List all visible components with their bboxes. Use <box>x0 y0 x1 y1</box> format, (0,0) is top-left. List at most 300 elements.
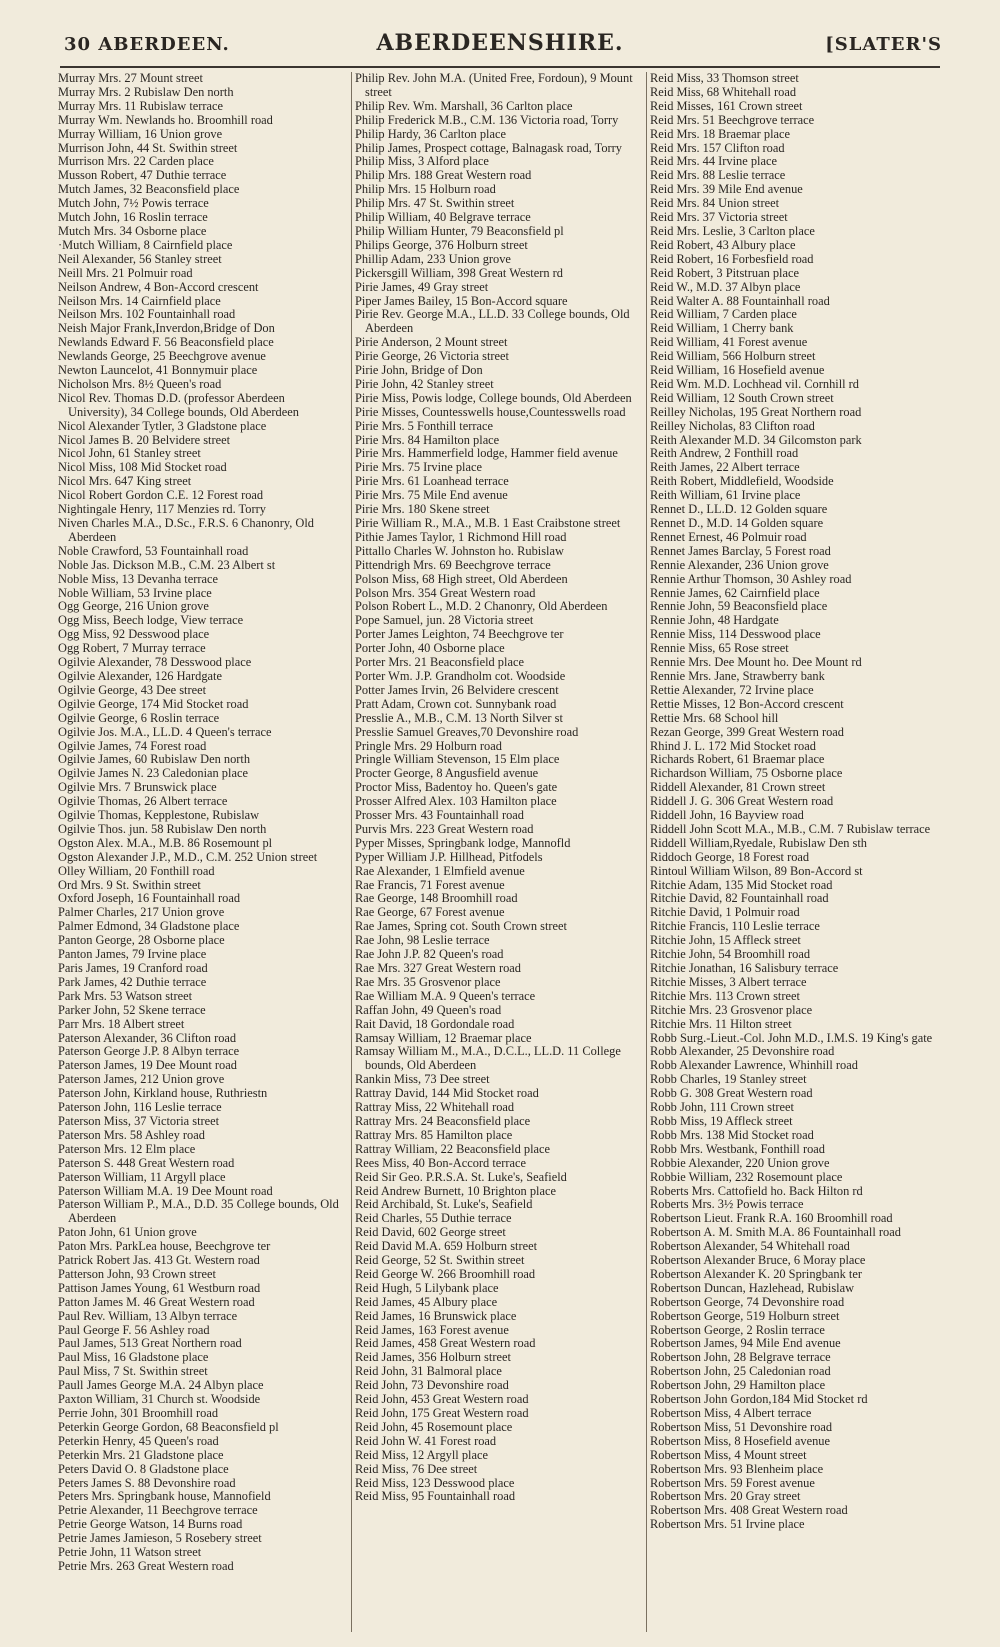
directory-entry: Reid Miss, 33 Thomson street <box>650 72 799 85</box>
directory-entry: Pope Samuel, jun. 28 Victoria street <box>355 613 534 628</box>
column-1 <box>58 72 346 1632</box>
directory-entry: Nicol Rev. Thomas D.D. (professor Aberdeen University), 34 College bounds, Old Aberdeen <box>58 390 299 419</box>
directory-entry: Newlands Edward F. 56 Beaconsfield place <box>58 335 274 350</box>
directory-entry: Paul Miss, 7 St. Swithin street <box>58 1364 208 1379</box>
directory-entry: Ritchie John, 54 Broomhill road <box>650 947 811 962</box>
directory-entry: Philip Rev. Wm. Marshall, 36 Carlton place <box>355 98 573 113</box>
directory-entry: Paterson James, 212 Union grove <box>58 1072 225 1087</box>
directory-entry: Robertson Miss, 4 Mount street <box>650 1447 807 1462</box>
directory-entry: Reid David M.A. 659 Holburn street <box>355 1239 538 1254</box>
directory-entry: Polson Mrs. 354 Great Western road <box>355 585 536 600</box>
directory-entry: Rankin Miss, 73 Dee street <box>355 1072 490 1087</box>
directory-entry: Ogilvie Alexander, 78 Desswood place <box>58 655 252 670</box>
directory-entry: Paterson S. 448 Great Western road <box>58 1155 235 1170</box>
directory-entry: Rennie Mrs. Jane, Strawberry bank <box>650 668 825 683</box>
directory-entry: Reid George, 52 St. Swithin street <box>355 1253 525 1268</box>
directory-entry: Reid James, 458 Great Western road <box>355 1336 536 1351</box>
directory-entry: Reid Wm. M.D. Lochhead vil. Cornhill rd <box>650 376 860 391</box>
directory-entry: Rattray Mrs. 24 Beaconsfield place <box>355 1113 531 1128</box>
directory-entry: Peters David O. 8 Gladstone place <box>58 1461 229 1476</box>
directory-entry: Rae Mrs. 327 Great Western road <box>355 961 521 975</box>
directory-entry: Rennet Ernest, 46 Polmuir road <box>650 529 807 544</box>
directory-entry: Robertson George, 2 Roslin terrace <box>650 1322 825 1337</box>
directory-entry: Reid James, 163 Forest avenue <box>355 1322 509 1337</box>
directory-entry: Pirie John, 42 Stanley street <box>355 376 494 391</box>
directory-entry: Polson Robert L., M.D. 2 Chanonry, Old Aberdeen <box>355 599 608 614</box>
directory-entry: Robb Alexander, 25 Devonshire road <box>650 1044 835 1059</box>
directory-entry: Riddell Alexander, 81 Crown street <box>650 780 826 795</box>
directory-entry: Pirie Rev. George M.A., LL.D. 33 College bounds, Old Aberdeen <box>355 307 630 336</box>
directory-entry: Porter James Leighton, 74 Beechgrove ter <box>355 627 564 642</box>
directory-entry: Murray Wm. Newlands ho. Broomhill road <box>58 112 273 127</box>
directory-entry: Rennet D., M.D. 14 Golden square <box>650 516 824 530</box>
directory-entry: Rattray Miss, 22 Whitehall road <box>355 1100 515 1115</box>
directory-entry: Mutch John, 16 Roslin terrace <box>58 210 208 225</box>
directory-entry: Robertson George, 519 Holburn street <box>650 1308 840 1323</box>
directory-entry: Robertson John, 25 Caledonian road <box>650 1364 831 1379</box>
directory-entry: Philip William Hunter, 79 Beaconsfield pl <box>355 223 564 238</box>
directory-entry: Riddell John Scott M.A., M.B., C.M. 7 Rubislaw terrace <box>650 821 931 836</box>
directory-entry: Richardson William, 75 Osborne place <box>650 766 843 781</box>
directory-entry: Pirie Mrs. Hammerfield lodge, Hammer field avenue <box>355 446 618 461</box>
directory-entry: Robertson A. M. Smith M.A. 86 Fountainhall road <box>650 1225 901 1240</box>
directory-entry: Philip Hardy, 36 Carlton place <box>355 126 506 141</box>
directory-entry: Porter Mrs. 21 Beaconsfield place <box>355 655 524 670</box>
directory-entry: Peters James S. 88 Devonshire road <box>58 1475 236 1490</box>
directory-entry: Rees Miss, 40 Bon-Accord terrace <box>355 1155 527 1170</box>
directory-entry: Reid John, 175 Great Western road <box>355 1406 529 1420</box>
directory-entry: Oxford Joseph, 16 Fountainhall road <box>58 891 241 906</box>
directory-entry: Parker John, 52 Skene terrace <box>58 1002 206 1017</box>
directory-entry: Nicol John, 61 Stanley street <box>58 446 201 461</box>
directory-entry: Mutch John, 7½ Powis terrace <box>58 196 209 211</box>
directory-entry: Reid Robert, 43 Albury place <box>650 237 796 252</box>
directory-entry: Robertson Mrs. 20 Gray street <box>650 1489 801 1504</box>
directory-entry: Park James, 42 Duthie terrace <box>58 974 207 989</box>
directory-entry: Patrick Robert Jas. 413 Gt. Western road <box>58 1253 260 1268</box>
directory-entry: Musson Robert, 47 Duthie terrace <box>58 168 227 183</box>
directory-entry: Paterson William P., M.A., D.D. 35 College bounds, Old Aberdeen <box>58 1197 339 1226</box>
directory-entry: Robertson Alexander, 54 Whitehall road <box>650 1239 850 1254</box>
directory-entry: Murrison John, 44 St. Swithin street <box>58 140 238 155</box>
directory-entry: Neil Alexander, 56 Stanley street <box>58 251 222 266</box>
directory-entry: Noble Crawford, 53 Fountainhall road <box>58 543 249 558</box>
directory-entry: Robbie Alexander, 220 Union grove <box>650 1155 830 1170</box>
directory-entry: Robb Alexander Lawrence, Whinhill road <box>650 1058 858 1073</box>
directory-entry: Reid Miss, 68 Whitehall road <box>650 84 797 99</box>
directory-entry: Robertson Duncan, Hazlehead, Rubislaw <box>650 1280 855 1295</box>
directory-entry: Reid Charles, 55 Duthie terrace <box>355 1211 512 1226</box>
directory-entry: Rettie Alexander, 72 Irvine place <box>650 682 814 697</box>
directory-entry: Reid Miss, 76 Dee street <box>355 1461 478 1476</box>
directory-entry: Paterson John, Kirkland house, Ruthriestn <box>58 1086 268 1101</box>
directory-entry: Philip William, 40 Belgrave terrace <box>355 210 531 225</box>
directory-entry: Pickersgill William, 398 Great Western rd <box>355 265 563 280</box>
directory-entry: Robertson Miss, 4 Albert terrace <box>650 1406 812 1420</box>
page-number-locality: 30 ABERDEEN. <box>64 34 230 55</box>
directory-entry: Reid W., M.D. 37 Albyn place <box>650 279 801 294</box>
directory-entry: Reid John, 73 Devonshire road <box>355 1378 509 1393</box>
directory-entry: Reid James, 16 Brunswick place <box>355 1308 517 1323</box>
directory-entry: Reid John, 45 Rosemount place <box>355 1419 513 1434</box>
directory-entry: Ogilvie George, 174 Mid Stocket road <box>58 696 249 711</box>
directory-entry: Nicol Alexander Tytler, 3 Gladstone place <box>58 418 267 433</box>
page-header <box>0 28 1000 68</box>
directory-entry: Ogilvie Thomas, Kepplestone, Rubislaw <box>58 808 260 823</box>
directory-entry: Reid Andrew Burnett, 10 Brighton place <box>355 1183 556 1198</box>
directory-entry: Philip Miss, 3 Alford place <box>355 154 489 169</box>
directory-entry: Robbie William, 232 Rosemount place <box>650 1169 843 1184</box>
directory-entry: Ritchie Jonathan, 16 Salisbury terrace <box>650 961 839 975</box>
directory-entry: Murray Mrs. 11 Rubislaw terrace <box>58 98 224 113</box>
directory-entry: Robertson John, 28 Belgrave terrace <box>650 1350 831 1365</box>
directory-entry: Petrie Alexander, 11 Beechgrove terrace <box>58 1503 258 1518</box>
directory-entry: Reid Miss, 12 Argyll place <box>355 1447 488 1462</box>
directory-entry: Murray William, 16 Union grove <box>58 126 223 141</box>
directory-entry: Porter John, 40 Osborne place <box>355 641 505 656</box>
directory-entry: Ogilvie Alexander, 126 Hardgate <box>58 668 222 683</box>
directory-entry: Prosser Alfred Alex. 103 Hamilton place <box>355 794 557 809</box>
directory-entry: Presslie Samuel Greaves,70 Devonshire road <box>355 724 579 739</box>
directory-entry: Nicol James B. 20 Belvidere street <box>58 432 231 447</box>
directory-entry: Riddoch George, 18 Forest road <box>650 849 810 864</box>
directory-entry: Nicol Mrs. 647 King street <box>58 474 192 489</box>
directory-entry: Ogilvie Mrs. 7 Brunswick place <box>58 780 217 795</box>
directory-entry: Reid Mrs. 88 Leslie terrace <box>650 168 786 183</box>
directory-entry: Rait David, 18 Gordondale road <box>355 1016 515 1031</box>
column-3 <box>646 72 944 1632</box>
directory-entry: Polson Miss, 68 High street, Old Aberdeen <box>355 571 568 586</box>
directory-entry: Ritchie Mrs. 113 Crown street <box>650 988 800 1003</box>
directory-entry: Reid David, 602 George street <box>355 1225 506 1240</box>
directory-entry: Ogilvie Jos. M.A., LL.D. 4 Queen's terrace <box>58 724 272 739</box>
directory-entry: Reid Mrs. Leslie, 3 Carlton place <box>650 223 815 238</box>
directory-entry: Pratt Adam, Crown cot. Sunnybank road <box>355 696 557 711</box>
directory-entry: Ogilvie George, 6 Roslin terrace <box>58 710 220 725</box>
directory-entry: Robertson Mrs. 59 Forest avenue <box>650 1475 815 1490</box>
directory-entry: Robertson John Gordon,184 Mid Stocket rd <box>650 1392 868 1407</box>
directory-entry: Rae John, 98 Leslie terrace <box>355 933 490 948</box>
directory-entry: Nicholson Mrs. 8½ Queen's road <box>58 376 222 391</box>
directory-entry: Pringle William Stevenson, 15 Elm place <box>355 752 560 767</box>
directory-entry: Newlands George, 25 Beechgrove avenue <box>58 349 266 364</box>
directory-entry: Porter Wm. J.P. Grandholm cot. Woodside <box>355 668 566 683</box>
directory-entry: Park Mrs. 53 Watson street <box>58 988 193 1003</box>
directory-entry: Perrie John, 301 Broomhill road <box>58 1406 219 1420</box>
directory-entry: Paterson William, 11 Argyll place <box>58 1169 226 1184</box>
directory-entry: Reid Mrs. 84 Union street <box>650 196 780 211</box>
directory-entry: Pittallo Charles W. Johnston ho. Rubislaw <box>355 543 564 558</box>
publisher-mark: [SLATER'S <box>825 34 942 55</box>
directory-entry: Reith Andrew, 2 Fonthill road <box>650 446 799 461</box>
directory-entry: Reid Walter A. 88 Fountainhall road <box>650 293 830 308</box>
directory-entry: Reid Mrs. 39 Mile End avenue <box>650 182 803 197</box>
directory-entry: Philip Mrs. 47 St. Swithin street <box>355 196 515 211</box>
directory-entry: Reilley Nicholas, 195 Great Northern road <box>650 404 862 419</box>
directory-entry: Rennie Arthur Thomson, 30 Ashley road <box>650 571 852 586</box>
directory-entry: Rae John J.P. 82 Queen's road <box>355 947 504 962</box>
directory-entry: Pirie Mrs. 84 Hamilton place <box>355 432 500 447</box>
directory-entry: Robb Charles, 19 Stanley street <box>650 1072 807 1087</box>
directory-entry: Nicol Robert Gordon C.E. 12 Forest road <box>58 488 264 503</box>
directory-entry: Reid James, 356 Holburn street <box>355 1350 511 1365</box>
directory-entry: Ogston Alex. M.A., M.B. 86 Rosemount pl <box>58 835 273 850</box>
directory-entry: Ogg George, 216 Union grove <box>58 599 209 614</box>
directory-entry: Pirie Mrs. 180 Skene street <box>355 502 490 517</box>
directory-entry: Riddell William,Ryedale, Rubislaw Den sth <box>650 835 867 850</box>
directory-entry: Paterson John, 116 Leslie terrace <box>58 1100 222 1115</box>
directory-entry: Ogg Miss, Beech lodge, View terrace <box>58 613 244 628</box>
directory-entry: Ogg Miss, 92 Desswood place <box>58 627 210 642</box>
directory-entry: Reith William, 61 Irvine place <box>650 488 801 503</box>
directory-entry: Raffan John, 49 Queen's road <box>355 1002 502 1017</box>
directory-entry: Rettie Mrs. 68 School hill <box>650 710 779 725</box>
directory-entry: Mutch Mrs. 34 Osborne place <box>58 223 207 238</box>
directory-entry: Prosser Mrs. 43 Fountainhall road <box>355 808 524 823</box>
directory-entry: Paterson Alexander, 36 Clifton road <box>58 1030 237 1045</box>
directory-entry: Ritchie Mrs. 11 Hilton street <box>650 1016 792 1031</box>
directory-entry: Petrie John, 11 Watson street <box>58 1545 202 1560</box>
directory-entry: Robb Miss, 19 Affleck street <box>650 1113 793 1128</box>
directory-entry: Procter George, 8 Angusfield avenue <box>355 766 539 781</box>
directory-entry: Rae Mrs. 35 Grosvenor place <box>355 974 501 989</box>
directory-entry: Parr Mrs. 18 Albert street <box>58 1016 185 1031</box>
directory-entry: Paton Mrs. ParkLea house, Beechgrove ter <box>58 1239 271 1254</box>
directory-entry: Reid Mrs. 18 Braemar place <box>650 126 791 141</box>
directory-entry: Robb John, 111 Crown street <box>650 1100 794 1115</box>
directory-entry: Paterson Miss, 37 Victoria street <box>58 1113 220 1128</box>
directory-entry: Reid James, 45 Albury place <box>355 1294 498 1309</box>
directory-entry: Paterson James, 19 Dee Mount road <box>58 1058 237 1073</box>
directory-entry: Pyper William J.P. Hillhead, Pitfodels <box>355 849 543 864</box>
directory-entry: Peterkin Mrs. 21 Gladstone place <box>58 1447 224 1462</box>
directory-entry: Reid William, 12 South Crown street <box>650 390 834 405</box>
directory-entry: Paul Rev. William, 13 Albyn terrace <box>58 1308 238 1323</box>
directory-entry: Robertson Miss, 8 Hosefield avenue <box>650 1433 830 1448</box>
directory-entry: Robb Surg.-Lieut.-Col. John M.D., I.M.S. 19 King's gate <box>650 1030 933 1045</box>
directory-entry: Reid Miss, 95 Fountainhall road <box>355 1489 516 1504</box>
directory-entry: Pirie George, 26 Victoria street <box>355 349 509 364</box>
directory-entry: Rae Alexander, 1 Elmfield avenue <box>355 863 525 878</box>
directory-entry: Petrie George Watson, 14 Burns road <box>58 1517 243 1532</box>
directory-entry: Presslie A., M.B., C.M. 13 North Silver st <box>355 710 563 725</box>
directory-entry: Ogilvie Thomas, 26 Albert terrace <box>58 794 228 809</box>
directory-entry: Rettie Misses, 12 Bon-Accord crescent <box>650 696 844 711</box>
directory-entry: Paxton William, 31 Church st. Woodside <box>58 1392 261 1407</box>
directory-entry: Pyper Misses, Springbank lodge, Mannofld <box>355 835 571 850</box>
directory-entry: Paul Miss, 16 Gladstone place <box>58 1350 209 1365</box>
directory-entry: Paterson Mrs. 12 Elm place <box>58 1141 196 1156</box>
directory-entry: Reid John W. 41 Forest road <box>355 1433 497 1448</box>
directory-entry: Pittendrigh Mrs. 69 Beechgrove terrace <box>355 557 551 572</box>
directory-entry: Reid Misses, 161 Crown street <box>650 98 803 113</box>
directory-entry: Roberts Mrs. Cattofield ho. Back Hilton rd <box>650 1183 863 1198</box>
directory-entry: Ord Mrs. 9 St. Swithin street <box>58 877 201 892</box>
directory-entry: Riddell J. G. 306 Great Western road <box>650 794 834 809</box>
directory-entry: Ramsay William M., M.A., D.C.L., LL.D. 11 College bounds, Old Aberdeen <box>355 1044 621 1073</box>
directory-entry: Rennie John, 48 Hardgate <box>650 613 779 628</box>
directory-entry: Peterkin Henry, 45 Queen's road <box>58 1433 219 1448</box>
header-rule <box>60 66 940 68</box>
directory-entry: Philip James, Prospect cottage, Balnagask road, Torry <box>355 140 622 155</box>
directory-entry: Pirie Mrs. 61 Loanhead terrace <box>355 474 509 489</box>
directory-entry: Paton John, 61 Union grove <box>58 1225 197 1240</box>
directory-entry: Ritchie Adam, 135 Mid Stocket road <box>650 877 833 892</box>
directory-entry: Rae James, Spring cot. South Crown street <box>355 919 567 934</box>
directory-entry: Philip Mrs. 15 Holburn road <box>355 182 496 197</box>
directory-entry: Rennie Miss, 65 Rose street <box>650 641 789 656</box>
directory-entry: Reid Mrs. 44 Irvine place <box>650 154 777 169</box>
directory-entry: Rattray William, 22 Beaconsfield place <box>355 1141 551 1156</box>
directory-entry: Ogg Robert, 7 Murray terrace <box>58 641 206 656</box>
directory-entry: Murray Mrs. 27 Mount street <box>58 72 203 85</box>
directory-entry: Reid George W. 266 Broomhill road <box>355 1266 536 1281</box>
directory-entry: Philip Frederick M.B., C.M. 136 Victoria road, Torry <box>355 112 619 127</box>
directory-entry: Neill Mrs. 21 Polmuir road <box>58 265 193 280</box>
directory-entry: Robertson Mrs. 408 Great Western road <box>650 1503 848 1518</box>
directory-entry: Pattison James Young, 61 Westburn road <box>58 1280 261 1295</box>
directory-entry: Reith James, 22 Albert terrace <box>650 460 800 475</box>
directory-entry: Reid John, 31 Balmoral place <box>355 1364 502 1379</box>
directory-entry: Paul George F. 56 Ashley road <box>58 1322 210 1337</box>
directory-entry: Robertson Mrs. 51 Irvine place <box>650 1517 805 1532</box>
directory-entry: Ramsay William, 12 Braemar place <box>355 1030 532 1045</box>
directory-entry: Ritchie John, 15 Affleck street <box>650 933 801 948</box>
directory-entry: Reid William, 1 Cherry bank <box>650 321 794 336</box>
directory-entry: Pirie James, 49 Gray street <box>355 279 489 294</box>
directory-entry: Rennet D., LL.D. 12 Golden square <box>650 502 828 517</box>
directory-entry: Mutch James, 32 Beaconsfield place <box>58 182 240 197</box>
directory-entry: Reid William, 16 Hosefield avenue <box>650 363 825 378</box>
directory-entry: Paul James, 513 Great Northern road <box>58 1336 242 1351</box>
directory-entry: Pirie Mrs. 75 Irvine place <box>355 460 482 475</box>
directory-entry: Pithie James Taylor, 1 Richmond Hill road <box>355 529 567 544</box>
directory-entry: Rennie Mrs. Dee Mount ho. Dee Mount rd <box>650 655 862 670</box>
directory-entry: Rhind J. L. 172 Mid Stocket road <box>650 738 816 753</box>
directory-entry: Reid Robert, 16 Forbesfield road <box>650 251 814 266</box>
directory-entry: Ogston Alexander J.P., M.D., C.M. 252 Union street <box>58 849 318 864</box>
directory-entry: Panton James, 79 Irvine place <box>58 947 207 962</box>
directory-entry: Pirie Mrs. 75 Mile End avenue <box>355 488 508 503</box>
directory-entry: Niven Charles M.A., D.Sc., F.R.S. 6 Chanonry, Old Aberdeen <box>58 516 314 544</box>
directory-entry: Reid John, 453 Great Western road <box>355 1392 529 1407</box>
directory-entry: Potter James Irvin, 26 Belvidere crescent <box>355 682 559 697</box>
directory-entry: Reid Archibald, St. Luke's, Seafield <box>355 1197 533 1212</box>
directory-entry: Newton Launcelot, 41 Bonnymuir place <box>58 363 258 378</box>
directory-entry: Paterson Mrs. 58 Ashley road <box>58 1127 205 1142</box>
directory-entry: Palmer Charles, 217 Union grove <box>58 905 225 920</box>
directory-entry: Rezan George, 399 Great Western road <box>650 724 844 739</box>
directory-entry: Pirie Misses, Countesswells house,Countesswells road <box>355 404 626 419</box>
directory-entry: Robertson Alexander Bruce, 6 Moray place <box>650 1253 866 1268</box>
directory-entry: Panton George, 28 Osborne place <box>58 933 225 948</box>
directory-entry: Nightingale Henry, 117 Menzies rd. Torry <box>58 502 266 517</box>
directory-entry: Robb Mrs. Westbank, Fonthill road <box>650 1141 825 1156</box>
directory-entry: Rae George, 148 Broomhill road <box>355 891 518 906</box>
directory-entry: Robertson George, 74 Devonshire road <box>650 1294 845 1309</box>
directory-entry: Rattray Mrs. 85 Hamilton place <box>355 1127 513 1142</box>
directory-entry: Robertson John, 29 Hamilton place <box>650 1378 826 1393</box>
directory-entry: Paterson George J.P. 8 Albyn terrace <box>58 1044 240 1059</box>
directory-entry: Murray Mrs. 2 Rubislaw Den north <box>58 84 234 99</box>
directory-entry: Ogilvie James, 60 Rubislaw Den north <box>58 752 251 767</box>
directory-entry: Robertson Lieut. Frank R.A. 160 Broomhill road <box>650 1211 893 1226</box>
directory-entry: Reilley Nicholas, 83 Clifton road <box>650 418 815 433</box>
directory-entry: Rennie John, 59 Beaconsfield place <box>650 599 828 614</box>
directory-entry: Neilson Andrew, 4 Bon-Accord crescent <box>58 279 259 294</box>
directory-entry: Reid Hugh, 5 Lilybank place <box>355 1280 499 1295</box>
directory-entry: Roberts Mrs. 3½ Powis terrace <box>650 1197 804 1212</box>
directory-entry: Rattray David, 144 Mid Stocket road <box>355 1086 539 1101</box>
directory-entry: Rae William M.A. 9 Queen's terrace <box>355 988 536 1003</box>
directory-entry: Philip Rev. John M.A. (United Free, Fordoun), 9 Mount street <box>355 72 633 99</box>
directory-entry: Robertson Alexander K. 20 Springbank ter <box>650 1266 862 1281</box>
directory-entry: Pirie John, Bridge of Don <box>355 363 483 378</box>
directory-entry: Rintoul William Wilson, 89 Bon-Accord st <box>650 863 863 878</box>
directory-entry: Rennie James, 62 Cairnfield place <box>650 585 820 600</box>
directory-entry: Reid Mrs. 51 Beechgrove terrace <box>650 112 815 127</box>
directory-entry: Reith Alexander M.D. 34 Gilcomston park <box>650 432 862 447</box>
directory-entry: Nicol Miss, 108 Mid Stocket road <box>58 460 227 475</box>
directory-entry: Purvis Mrs. 223 Great Western road <box>355 821 534 836</box>
directory-entry: Robb G. 308 Great Western road <box>650 1086 813 1101</box>
directory-entry: Ritchie Francis, 110 Leslie terrace <box>650 919 820 934</box>
directory-entry: Proctor Miss, Badentoy ho. Queen's gate <box>355 780 558 795</box>
directory-entry: Robertson Mrs. 93 Blenheim place <box>650 1461 824 1476</box>
directory-entry: Pirie Miss, Powis lodge, College bounds, Old Aberdeen <box>355 390 632 405</box>
directory-entry: Noble Jas. Dickson M.B., C.M. 23 Albert st <box>58 557 276 572</box>
directory-entry: Philips George, 376 Holburn street <box>355 237 528 252</box>
column-2 <box>351 72 641 1632</box>
directory-entry: Patterson John, 93 Crown street <box>58 1266 216 1281</box>
directory-entry: Ritchie Misses, 3 Albert terrace <box>650 974 807 989</box>
directory-entry: Peters Mrs. Springbank house, Mannofield <box>58 1489 271 1504</box>
directory-entry: Reid Robert, 3 Pitstruan place <box>650 265 800 280</box>
directory-entry: Noble William, 53 Irvine place <box>58 585 212 600</box>
directory-entry: Richards Robert, 61 Braemar place <box>650 752 825 767</box>
page-title: ABERDEENSHIRE. <box>376 30 624 56</box>
directory-entry: Reid William, 7 Carden place <box>650 307 797 322</box>
directory-entry: Ritchie David, 1 Polmuir road <box>650 905 800 920</box>
directory-entry: Rennie Miss, 114 Desswood place <box>650 627 821 642</box>
directory-entry: Petrie James Jamieson, 5 Rosebery street <box>58 1531 262 1546</box>
directory-entry: Noble Miss, 13 Devanha terrace <box>58 571 218 586</box>
directory-entry: Reid William, 41 Forest avenue <box>650 335 808 350</box>
directory-entry: Rennet James Barclay, 5 Forest road <box>650 543 831 558</box>
directory-entry: Palmer Edmond, 34 Gladstone place <box>58 919 240 934</box>
directory-entry: Ogilvie Thos. jun. 58 Rubislaw Den north <box>58 821 267 836</box>
directory-entry: Paterson William M.A. 19 Dee Mount road <box>58 1183 273 1198</box>
directory-entry: Ritchie Mrs. 23 Grosvenor place <box>650 1002 813 1017</box>
directory-entry: Rennie Alexander, 236 Union grove <box>650 557 829 572</box>
directory-entry: Reid Mrs. 157 Clifton road <box>650 140 785 155</box>
directory-entry: Piper James Bailey, 15 Bon-Accord square <box>355 293 568 308</box>
directory-entry: Reid Miss, 123 Desswood place <box>355 1475 515 1490</box>
directory-entry: Rae Francis, 71 Forest avenue <box>355 877 505 892</box>
directory-entry: Neilson Mrs. 14 Cairnfield place <box>58 293 221 308</box>
directory-entry: ·Mutch William, 8 Cairnfield place <box>58 237 233 252</box>
directory-entry: Petrie Mrs. 263 Great Western road <box>58 1558 234 1573</box>
directory-entry: Robb Mrs. 138 Mid Stocket road <box>650 1127 814 1142</box>
directory-entry: Peterkin George Gordon, 68 Beaconsfield pl <box>58 1419 279 1434</box>
directory-entry: Ogilvie George, 43 Dee street <box>58 682 207 697</box>
directory-entry: Reith Robert, Middlefield, Woodside <box>650 474 834 489</box>
directory-entry: Reid William, 566 Holburn street <box>650 349 816 364</box>
directory-entry: Pringle Mrs. 29 Holburn road <box>355 738 502 753</box>
directory-entry: Ogilvie James, 74 Forest road <box>58 738 207 753</box>
directory-columns <box>58 72 944 1632</box>
directory-entry: Murrison Mrs. 22 Carden place <box>58 154 214 169</box>
